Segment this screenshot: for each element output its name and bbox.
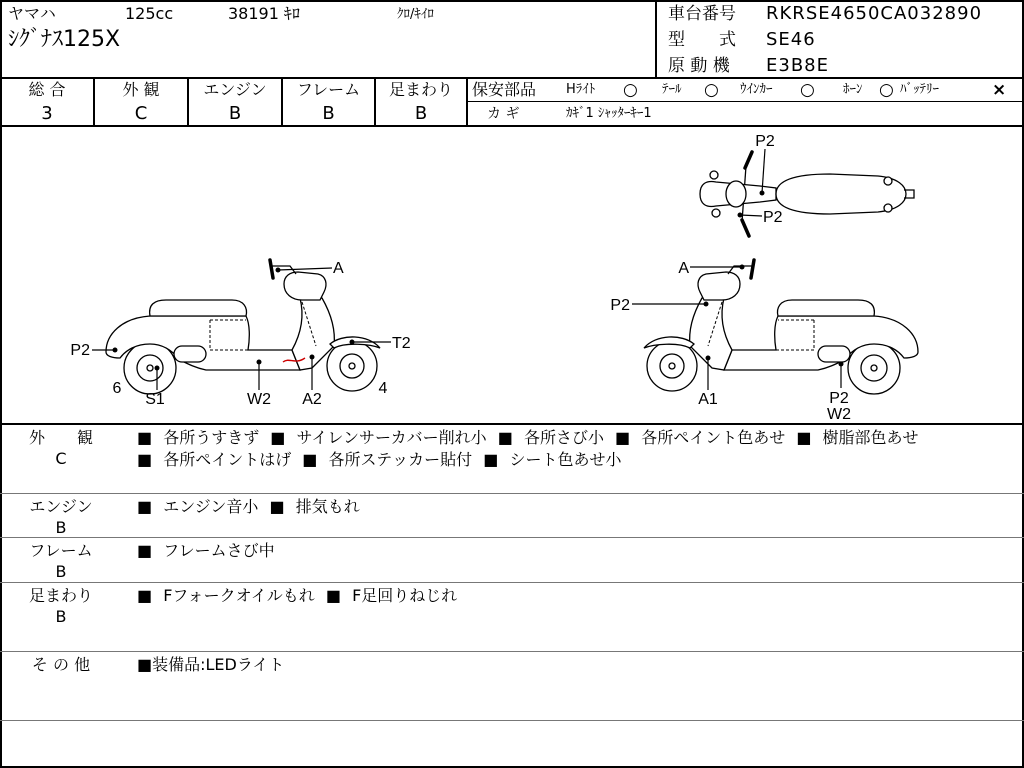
divider bbox=[0, 582, 1024, 583]
rating-suspension-value: B bbox=[414, 103, 428, 124]
rating-frame-value: B bbox=[322, 103, 335, 124]
safety-winker-label: ｳｲﾝｶｰ bbox=[740, 82, 773, 97]
damage-point-marker bbox=[257, 360, 262, 365]
comment-line: ■装備品:LEDライト bbox=[137, 655, 285, 674]
safety-winker-mark: ○ bbox=[800, 80, 815, 100]
type-value: SE46 bbox=[766, 29, 816, 50]
divider bbox=[0, 720, 1024, 721]
comment-line: ■ エンジン音小 ■ 排気もれ bbox=[137, 497, 360, 516]
damage-point-marker bbox=[350, 340, 355, 345]
comment-engine-grade: B bbox=[55, 518, 67, 537]
rating-overall-label: 総 合 bbox=[28, 80, 66, 99]
rating-engine-label: エンジン bbox=[203, 80, 267, 99]
damage-code-label: P2 bbox=[755, 133, 775, 150]
frame-number: RKRSE4650CA032890 bbox=[766, 3, 983, 24]
safety-taillight-label: ﾃｰﾙ bbox=[662, 82, 682, 97]
damage-point-marker bbox=[113, 348, 118, 353]
scooter-top-view bbox=[700, 152, 914, 236]
key-value: ｶｷﾞ1 ｼｬｯﾀｰｷｰ1 bbox=[566, 106, 652, 121]
safety-headlight-label: Hﾗｲﾄ bbox=[566, 82, 596, 97]
rating-engine-value: B bbox=[228, 103, 242, 124]
safety-headlight-mark: ○ bbox=[623, 80, 638, 100]
damage-code-label: S1 bbox=[145, 391, 165, 408]
key-label: カ ギ bbox=[487, 106, 520, 122]
damage-point-marker bbox=[706, 356, 711, 361]
damage-point-marker bbox=[839, 362, 844, 367]
tire-note-label: 4 bbox=[378, 380, 388, 397]
maker: ヤマハ bbox=[8, 4, 56, 23]
damage-point-marker bbox=[760, 191, 765, 196]
comment-frame-label: フレーム bbox=[29, 541, 93, 560]
divider bbox=[0, 537, 1024, 538]
damage-point-marker bbox=[704, 302, 709, 307]
comment-suspension-label: 足まわり bbox=[28, 586, 93, 605]
damage-code-label: P2 bbox=[610, 297, 630, 314]
divider bbox=[467, 101, 1024, 102]
damage-code-label: W2 bbox=[247, 391, 271, 408]
damage-code-label: P2 bbox=[70, 342, 90, 359]
comment-line: ■ 各所ペイントはげ ■ 各所ステッカー貼付 ■ シート色あせ小 bbox=[137, 450, 622, 469]
rating-exterior-label: 外 観 bbox=[122, 80, 160, 99]
divider bbox=[0, 423, 1024, 425]
safety-taillight-mark: ○ bbox=[704, 80, 719, 100]
type-label: 型 式 bbox=[668, 30, 736, 50]
rating-suspension-label: 足まわり bbox=[388, 80, 453, 99]
leader-line bbox=[278, 268, 332, 270]
leader-line bbox=[740, 215, 762, 216]
damage-code-label: P2 bbox=[829, 390, 849, 407]
comment-frame-grade: B bbox=[55, 562, 67, 581]
engine-label: 原 動 機 bbox=[668, 56, 730, 76]
safety-horn-mark: ○ bbox=[879, 80, 894, 100]
model-name: ｼｸﾞﾅｽ125X bbox=[8, 27, 121, 52]
header-divider bbox=[655, 0, 657, 78]
comment-exterior-label: 外 観 bbox=[28, 428, 93, 447]
damage-point-marker bbox=[155, 366, 160, 371]
comment-other-label: そ の 他 bbox=[31, 655, 91, 674]
comment-engine-label: エンジン bbox=[29, 497, 93, 516]
comment-line: ■ フレームさび中 bbox=[137, 541, 275, 560]
comment-exterior-grade: C bbox=[55, 449, 67, 468]
damage-point-marker bbox=[740, 265, 745, 270]
safety-battery-label: ﾊﾞｯﾃﾘｰ bbox=[900, 82, 939, 97]
engine-value: E3B8E bbox=[766, 55, 829, 76]
scooter-right-side-view bbox=[644, 260, 918, 394]
divider bbox=[0, 493, 1024, 494]
frame-number-label: 車台番号 bbox=[668, 4, 736, 24]
damage-code-label: A bbox=[333, 260, 344, 277]
body-color: ｸﾛ/ｷｲﾛ bbox=[397, 7, 434, 22]
damage-code-label: T2 bbox=[392, 335, 411, 352]
mileage: 38191 ｷﾛ bbox=[228, 4, 300, 23]
damage-code-label: A bbox=[678, 260, 689, 277]
safety-battery-mark: × bbox=[992, 80, 1007, 100]
comment-line: ■ Fフォークオイルもれ ■ F足回りねじれ bbox=[137, 586, 458, 605]
damage-code-label: A2 bbox=[302, 391, 322, 408]
displacement: 125cc bbox=[125, 4, 174, 23]
scooter-left-side-view bbox=[106, 260, 380, 394]
rating-frame-label: フレーム bbox=[296, 80, 361, 99]
damage-code-label: W2 bbox=[827, 406, 851, 423]
rating-exterior-value: C bbox=[134, 103, 148, 124]
damage-code-label: A1 bbox=[698, 391, 718, 408]
rating-overall-value: 3 bbox=[41, 103, 53, 124]
tire-note-label: 6 bbox=[112, 380, 122, 397]
safety-parts-label: 保安部品 bbox=[472, 80, 537, 99]
damage-diagram bbox=[0, 126, 1024, 424]
damage-point-marker bbox=[738, 213, 743, 218]
damage-point-marker bbox=[276, 268, 281, 273]
divider bbox=[0, 651, 1024, 652]
safety-horn-label: ﾎｰﾝ bbox=[843, 82, 863, 97]
comment-suspension-grade: B bbox=[55, 607, 67, 626]
comment-line: ■ 各所うすきず ■ サイレンサーカバー削れ小 ■ 各所さび小 ■ 各所ペイント色あせ ■ 樹脂部色あせ bbox=[137, 428, 919, 447]
cell-divider bbox=[466, 78, 468, 126]
damage-code-label: P2 bbox=[763, 209, 783, 226]
damage-point-marker bbox=[310, 355, 315, 360]
